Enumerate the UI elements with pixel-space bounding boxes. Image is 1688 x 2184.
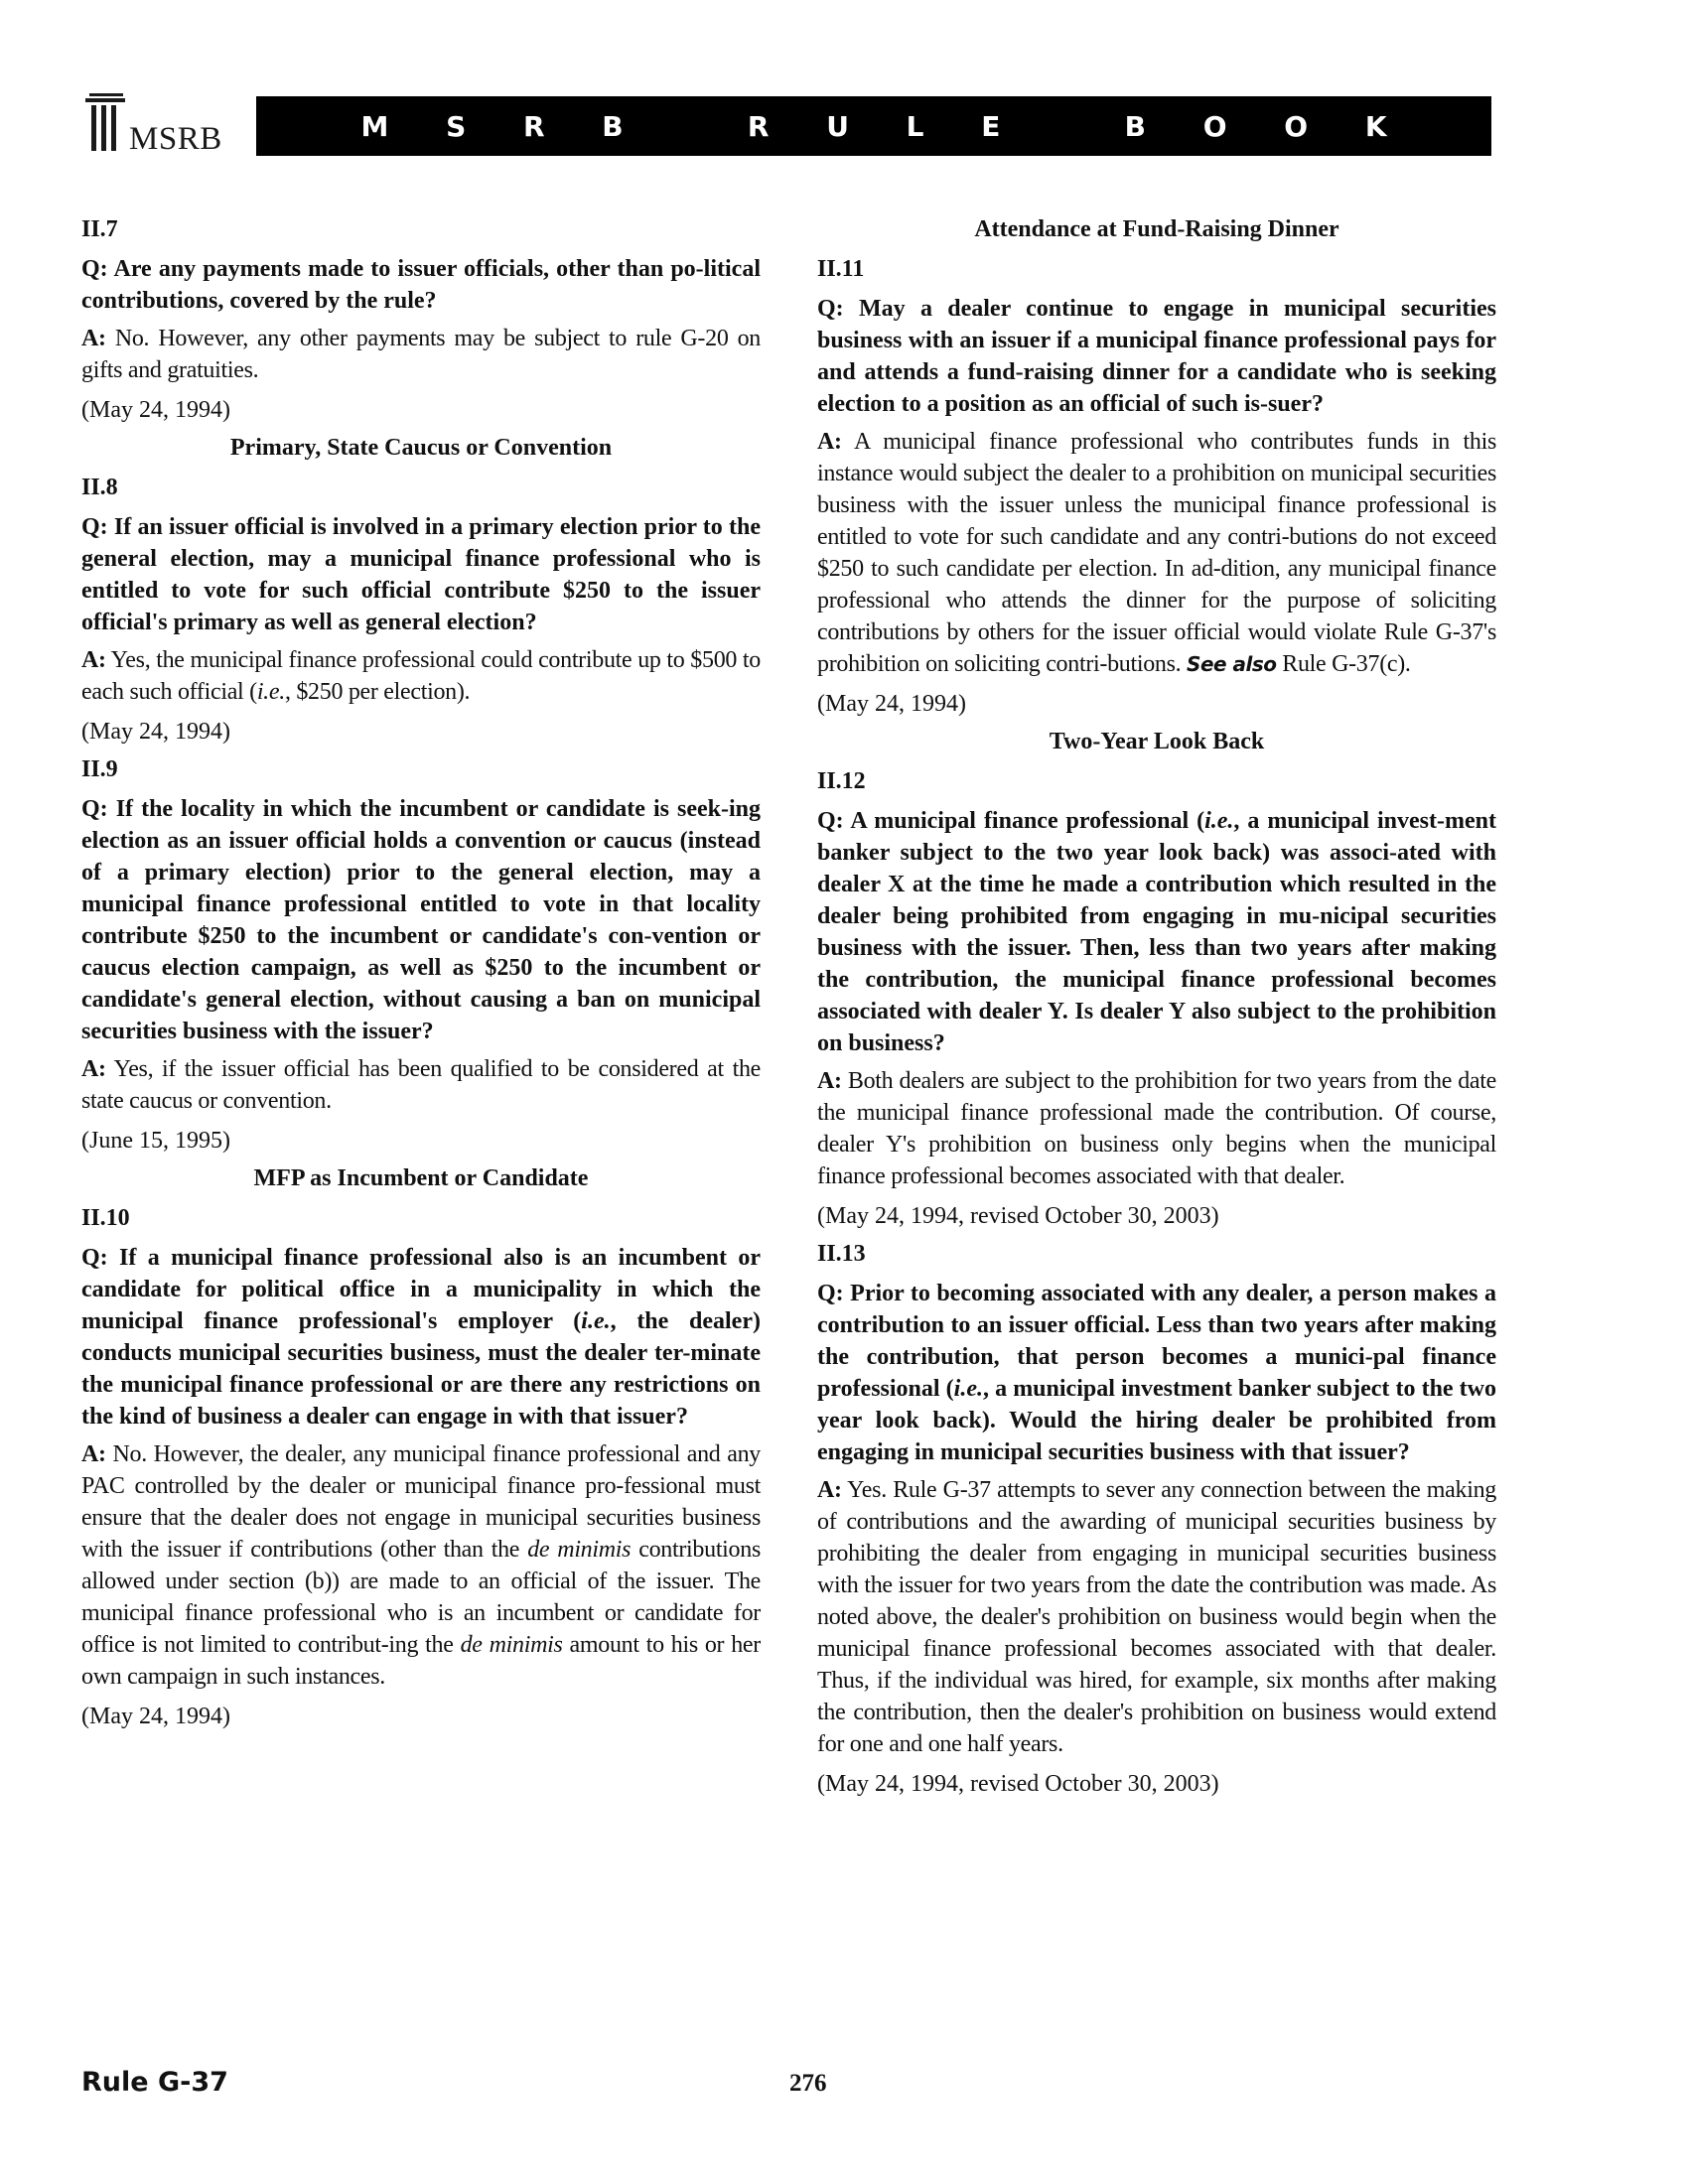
answer-text: A municipal finance professional who contributes funds in this instance would subject the dealer to a prohibition on municipal securities business with the issuer unless the municipal finance professional is entitled to vote for such candidate and any contri-butions do not exceed $250 to such candidate per election. In ad-dition, any municipal finance professional who attends the dinner for the purpose of soliciting contributions by others for the issuer official would violate Rule G-37's prohibition on soliciting contri-butions. — [817, 429, 1496, 677]
answer — [81, 1053, 761, 1117]
section-heading: Attendance at Fund-Raising Dinner — [974, 216, 1339, 242]
answer — [81, 323, 761, 386]
date: (May 24, 1994) — [81, 1704, 230, 1729]
q-label: Q: — [81, 514, 108, 540]
answer — [817, 426, 1496, 680]
q-label: Q: — [81, 796, 108, 822]
a-label: A: — [817, 1068, 842, 1094]
answer-text: , $250 per election). — [284, 679, 471, 705]
answer-text: Yes, the municipal finance professional could contribute up to $500 to each such official ( — [81, 647, 761, 705]
header-bar — [256, 96, 1491, 156]
date: (May 24, 1994) — [817, 691, 966, 717]
question-text: If a municipal finance professional also is an incumbent or candidate for political office in a municipality in which the municipal finance professional's employer ( — [81, 1245, 762, 1334]
question — [81, 793, 761, 1047]
ie-italic: i.e. — [256, 679, 285, 705]
footer-rule-label: Rule G-37 — [81, 2067, 228, 2098]
date: (May 24, 1994) — [81, 397, 230, 423]
q-label: Q: — [817, 1281, 844, 1306]
see-also-italic: See also — [1187, 652, 1277, 676]
question — [817, 805, 1496, 1059]
q-label: Q: — [817, 808, 844, 834]
question-text: A municipal finance professional ( — [850, 808, 1205, 834]
ie-italic: i.e. — [1204, 808, 1234, 834]
question-text: Prior to becoming associated with any dealer, a person makes a contribution to an issuer official. Less than two years after making the contribution, that person becomes a munici-pal finance professional ( — [817, 1281, 1497, 1402]
question-id: II.13 — [817, 1241, 866, 1267]
right-column — [817, 213, 1496, 1806]
question-text: , the dealer) conducts municipal securities business, must the dealer ter-minate the municipal finance professional or are there any restrictions on the kind of business a dealer can engage in with that issuer? — [81, 1308, 761, 1430]
a-label: A: — [81, 326, 106, 351]
section-heading: Primary, State Caucus or Convention — [229, 435, 613, 461]
answer-text: Rule G-37(c). — [1276, 651, 1411, 677]
question-text: If the locality in which the incumbent or candidate is seek-ing election as an issuer official holds a convention or caucus (instead of a primary election) prior to the general election, may a municipal finance professional entitled to vote in that locality contribute $250 to the incumbent or candidate's con-vention or caucus election campaign, as well as $250 to the incumbent or candidate's general election, without causing a ban on municipal securities business with the issuer? — [81, 796, 761, 1044]
q-label: Q: — [81, 1245, 108, 1271]
de-minimis-italic: de minimis — [460, 1632, 563, 1658]
page-number: 276 — [789, 2070, 827, 2097]
answer — [817, 1474, 1496, 1760]
question-id: II.7 — [81, 216, 118, 242]
answer-text: Yes, if the issuer official has been qualified to be considered at the state caucus or convention. — [81, 1056, 761, 1114]
a-label: A: — [81, 1056, 106, 1082]
question-text: , a municipal investment banker subject to the two year look back). Would the hiring dealer be prohibited from engaging in municipal securities business with that issuer? — [817, 1376, 1496, 1465]
question-text: , a municipal invest-ment banker subject to the two year look back) was associ-ated with dealer X at the time he made a contribution which resulted in the dealer being prohibited from engaging in mu-nicipal securities business with the issuer. Then, less than two years after making the contribution, the municipal finance professional becomes associated with dealer Y. Is dealer Y also subject to the prohibition on business? — [817, 808, 1496, 1056]
answer-text: Yes. Rule G-37 attempts to sever any connection between the making of contributions and the awarding of municipal securities business by prohibiting the dealer from engaging in municipal securities business with the issuer for two years from the date the contribution was made. As noted above, the dealer's prohibition on business would begin when the municipal finance professional becomes associated with that dealer. Thus, if the individual was hired, for example, six months after making the contribution, then the dealer's prohibition on business would extend for one and one half years. — [817, 1477, 1497, 1757]
question-id: II.9 — [81, 756, 118, 782]
question-id: II.10 — [81, 1205, 130, 1231]
question-id: II.12 — [817, 768, 866, 794]
question-text: If an issuer official is involved in a primary election prior to the general election, may a municipal finance professional who is entitled to vote for such official contribute $250 to the issuer official's primary as well as general election? — [81, 514, 761, 635]
answer-text: amount to his or her own campaign in such instances. — [81, 1632, 761, 1690]
a-label: A: — [81, 647, 106, 673]
question — [817, 1278, 1496, 1468]
question — [817, 293, 1496, 420]
answer — [817, 1065, 1496, 1192]
msrb-logo — [83, 91, 252, 161]
q-label: Q: — [81, 256, 108, 282]
date: (June 15, 1995) — [81, 1128, 230, 1154]
answer-text: No. However, any other payments may be subject to rule G-20 on gifts and gratuities. — [81, 326, 762, 383]
date: (May 24, 1994, revised October 30, 2003) — [817, 1771, 1219, 1797]
date: (May 24, 1994) — [81, 719, 230, 745]
answer — [81, 1438, 761, 1693]
date: (May 24, 1994, revised October 30, 2003) — [817, 1203, 1219, 1229]
answer-text: No. However, the dealer, any municipal finance professional and any PAC controlled by the dealer or municipal finance pro-fessional must ensure that the dealer does not engage in municipal securities business with the issuer if contributions (other than the — [81, 1441, 761, 1563]
question — [81, 1242, 761, 1433]
question-id: II.11 — [817, 256, 865, 282]
a-label: A: — [817, 429, 842, 455]
de-minimis-italic: de minimis — [527, 1537, 632, 1563]
a-label: A: — [817, 1477, 842, 1503]
answer-text: contributions allowed under section (b)) are made to an official of the issuer. The municipal finance professional who is an incumbent or candidate for office is not limited to contribut-ing the — [81, 1537, 761, 1658]
question-id: II.8 — [81, 475, 118, 500]
question — [81, 511, 761, 638]
column-pillar-icon — [83, 91, 127, 157]
left-column — [81, 213, 761, 1738]
logo-text: MSRB — [129, 121, 222, 157]
answer-text: Both dealers are subject to the prohibition for two years from the date the municipal finance professional made the contribution. Of course, dealer Y's prohibition on business only begins when the municipal finance professional becomes associated with that dealer. — [817, 1068, 1496, 1189]
header-title: M S R B R U L E B O O K — [360, 109, 1411, 143]
a-label: A: — [81, 1441, 106, 1467]
question — [81, 253, 761, 317]
section-heading: Two-Year Look Back — [1049, 729, 1265, 754]
question-text: May a dealer continue to engage in municipal securities business with an issuer if a municipal finance professional pays for and attends a fund-raising dinner for a candidate who is seeking election to a position as an official of such is-suer? — [817, 296, 1496, 417]
section-heading: MFP as Incumbent or Candidate — [253, 1165, 589, 1191]
answer — [81, 644, 761, 708]
question-text: Are any payments made to issuer officials, other than po-litical contributions, covered by the rule? — [81, 256, 761, 314]
ie-italic: i.e. — [581, 1308, 611, 1334]
q-label: Q: — [817, 296, 844, 322]
ie-italic: i.e. — [953, 1376, 983, 1402]
